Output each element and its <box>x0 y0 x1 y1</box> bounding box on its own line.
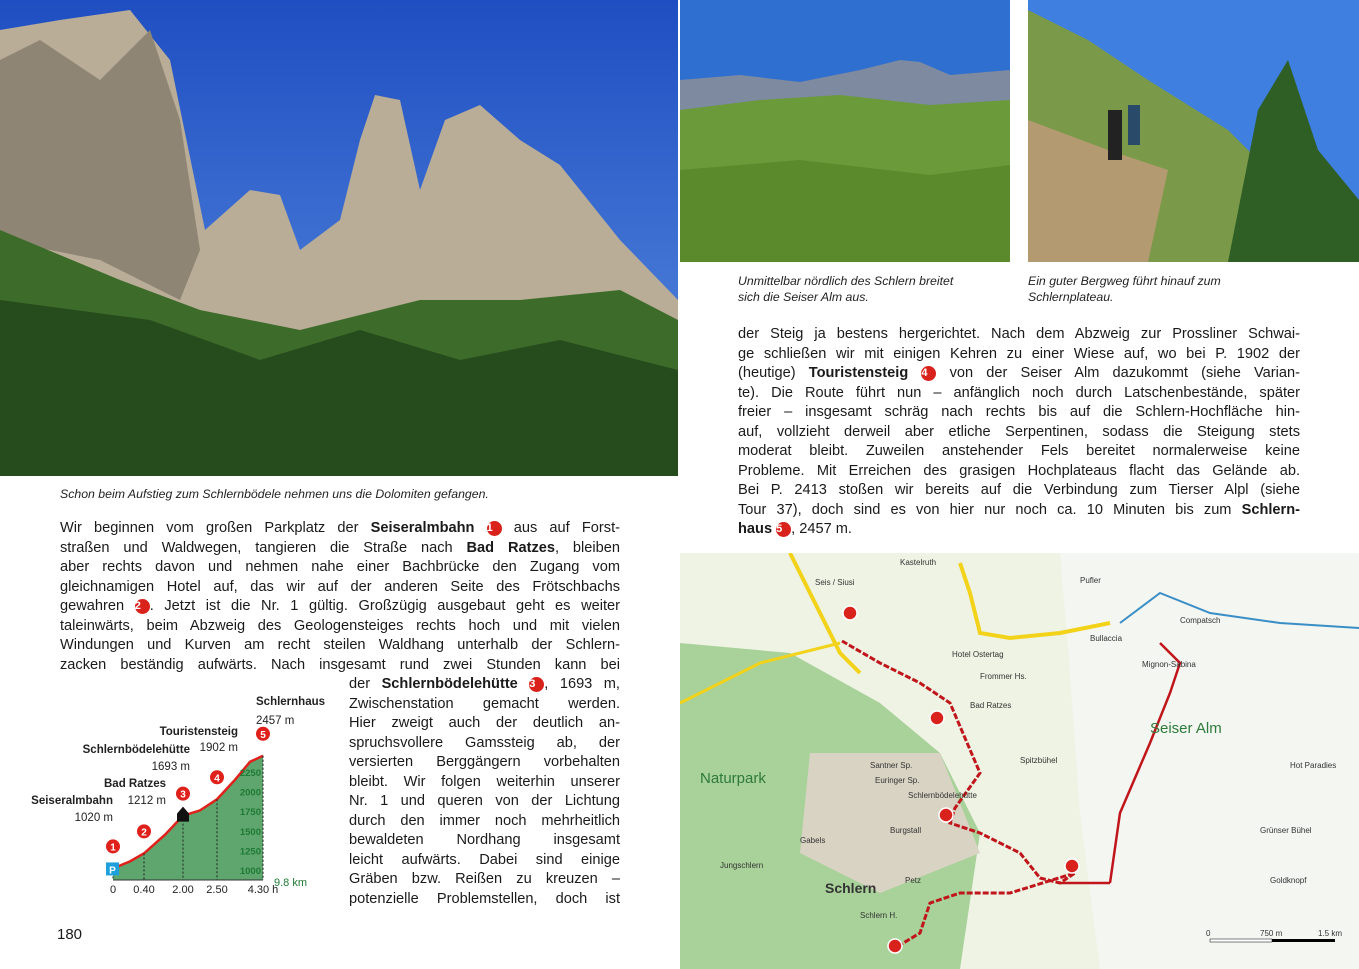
text-segment: potenzielle Problemstellen, doch ist <box>349 890 620 907</box>
text-line <box>349 812 620 832</box>
text-segment <box>474 520 486 536</box>
map-label: Grünser Bühel <box>1260 826 1312 835</box>
text-line <box>349 753 620 773</box>
waypoint-badge: 4 <box>921 366 936 381</box>
text-segment: Wir beginnen vom großen Parkplatz der <box>60 520 371 536</box>
text-line <box>738 345 1300 365</box>
waypoint-name: Seiseralmbahn <box>31 795 113 807</box>
text-segment: Hier zweigt auch der deutlich an- <box>349 715 620 731</box>
map-label: Mignon-Sabina <box>1142 660 1196 669</box>
waypoint-badge: 2 <box>135 599 150 614</box>
map-label: Burgstall <box>890 826 922 835</box>
elevation-profile <box>20 690 340 910</box>
caption-line: Unmittelbar nördlich des Schlern breitet <box>738 274 954 288</box>
map-label: Hot Paradies <box>1290 761 1337 770</box>
text-line <box>738 403 1300 423</box>
map-label: Gabels <box>800 836 826 845</box>
time-tick-label: 0.40 <box>133 884 155 896</box>
place-name: Bad Ratzes <box>466 539 555 556</box>
text-line <box>738 481 1300 501</box>
elevation-tick-label: 1750 <box>239 807 261 819</box>
map-label: Frommer Hs. <box>980 672 1027 681</box>
text-segment: Zwischenstation gemacht werden. <box>349 695 620 712</box>
waypoint-badge: 5 <box>776 522 791 537</box>
place-name: Schlernbödelehütte <box>381 676 518 692</box>
text-segment: auf, vollzieht derweil aber etliche Serpentinen, sodass die Steigung stets <box>738 423 1300 440</box>
text-segment: leicht aufwärts. Dabei sind einige <box>349 851 620 868</box>
waypoint-elevation: 1020 m <box>74 812 113 824</box>
map-label: Euringer Sp. <box>875 776 920 785</box>
text-segment: , bleiben <box>555 539 620 556</box>
text-segment: straßen und Waldwegen, tangieren die Straße nach <box>60 539 467 556</box>
waypoint-elevation: 1902 m <box>199 742 238 754</box>
map-label: Santner Sp. <box>870 761 913 770</box>
distance-label: 9.8 km <box>274 877 308 889</box>
text-line <box>60 519 620 539</box>
text-line <box>349 695 620 715</box>
waypoint-badge: 1 <box>487 521 502 536</box>
text-segment: Gräben bzw. Reißen zu kreuzen – <box>349 871 620 887</box>
place-name: haus <box>738 521 773 537</box>
main-photo-dolomites <box>0 0 678 476</box>
parking-label: P <box>109 865 116 877</box>
caption-line: Ein guter Bergweg führt hinauf zum <box>1028 274 1221 288</box>
text-line <box>738 520 1300 540</box>
map-label: Seiser Alm <box>1150 720 1222 737</box>
text-segment: zacken beständig aufwärts. Nach insgesamt rund zwei Stunden kann bei <box>60 656 620 673</box>
caption-line: Schlernplateau. <box>1028 290 1114 304</box>
text-segment: aber rechts davon und nehmen nahe einer Bachbrücke den Zugang vom <box>60 559 620 575</box>
text-line <box>349 773 620 793</box>
text-segment: gleichnamigen Hotel auf, das wir auf der anderen Seite des Frötschbachs <box>60 578 620 595</box>
waypoint-number: 4 <box>214 773 220 785</box>
seiser-alm-caption <box>738 273 953 305</box>
caption-line: sich die Seiser Alm aus. <box>738 290 869 304</box>
text-segment: durch den immer noch mehrheitlich <box>349 812 620 829</box>
text-line <box>60 539 620 559</box>
map-label: Jungschlern <box>720 861 764 870</box>
map-label: Petz <box>905 876 922 885</box>
text-segment: freier – insgesamt schräg nach rechts bis auf die Schlern-Hochfläche hin- <box>738 404 1300 420</box>
page-number: 180 <box>57 926 83 943</box>
scale-label: 750 m <box>1260 929 1283 938</box>
text-segment: taleinwärts, beim Abzweig des Geologensteiges rechts hoch und mit vielen <box>60 617 620 634</box>
elevation-tick-label: 1500 <box>239 826 261 838</box>
waypoint-name: Schlernhaus <box>256 696 326 708</box>
text-segment: der Steig ja bestens hergerichtet. Nach dem Abzweig zur Prossliner Schwai- <box>738 326 1300 342</box>
text-line <box>349 851 620 871</box>
waypoint-elevation: 1693 m <box>151 761 190 773</box>
map-label: Schlernbödelehütte <box>908 791 977 800</box>
map-label: Bad Ratzes <box>970 701 1012 710</box>
text-segment: Tour 37), doch sind es von hier nur noch ca. 10 Minuten bis zum <box>738 501 1242 518</box>
elevation-tick-label: 1250 <box>239 846 261 858</box>
waypoint-number: 3 <box>180 789 186 801</box>
text-segment: bleibt. Wir folgen weiterhin unserer <box>349 773 620 790</box>
map-label: Compatsch <box>1180 616 1221 625</box>
elevation-tick-label: 2000 <box>239 787 261 799</box>
text-line <box>738 364 1300 384</box>
text-line <box>349 831 620 851</box>
elevation-tick-label: 1000 <box>239 866 261 877</box>
photo-hikers <box>1028 0 1359 262</box>
text-segment: der <box>349 676 382 692</box>
waypoint-name: Touristensteig <box>159 726 238 738</box>
text-segment: aus auf Forst- <box>501 520 620 536</box>
text-line <box>349 734 620 754</box>
text-segment: (heutige) <box>738 365 809 381</box>
text-line <box>738 462 1300 482</box>
text-line <box>738 325 1300 345</box>
text-segment: moderat bleibt. Zuweilen anstehender Fels bereitet normalerweise keine <box>738 443 1300 459</box>
text-segment: versierten Berggängern vorbehalten <box>349 754 620 770</box>
text-line <box>738 384 1300 404</box>
place-name: Seiseralmbahn <box>370 520 475 536</box>
text-segment: . Jetzt ist die Nr. 1 gültig. Großzügig ausgebaut geht es weiter <box>149 598 620 614</box>
text-line <box>738 501 1300 521</box>
map-label: Bullaccia <box>1090 634 1123 643</box>
text-segment: spruchsvollere Gamssteig ab, der <box>349 734 620 751</box>
text-line <box>60 558 620 578</box>
map-label: Hotel Ostertag <box>952 650 1004 659</box>
map-label: Schlern <box>825 880 877 896</box>
waypoint-name: Bad Ratzes <box>104 778 166 790</box>
text-line <box>60 578 620 598</box>
time-tick-label: 4.30 h <box>247 884 279 896</box>
waypoint-elevation: 2457 m <box>256 715 295 727</box>
waypoint-badge: 3 <box>529 677 544 692</box>
main-photo-caption: Schon beim Aufstieg zum Schlernbödele nehmen uns die Dolomiten gefangen. <box>60 487 489 501</box>
waypoint-number: 2 <box>141 827 147 839</box>
text-line <box>738 442 1300 462</box>
text-segment: bewaldeten Nordhang insgesamt <box>349 832 620 848</box>
text-segment: Nr. 1 und queren von der Lichtung <box>349 793 620 809</box>
route-map <box>680 553 1359 969</box>
place-name: Schlern- <box>1241 501 1300 518</box>
waypoint-number: 5 <box>260 729 266 741</box>
text-line <box>349 675 620 695</box>
text-segment: Probleme. Mit Erreichen des grasigen Hochplateaus flacht das Gelände ab. <box>738 462 1300 479</box>
map-label: Spitzbühel <box>1020 756 1058 765</box>
elevation-tick-label: 2250 <box>239 768 261 779</box>
text-segment: Windungen und Kurven am recht steilen Waldhang unterhalb der Schlern- <box>60 637 620 653</box>
waypoint-name: Schlernbödelehütte <box>82 744 190 756</box>
text-segment: , 2457 m. <box>791 521 852 537</box>
text-line <box>60 617 620 637</box>
scale-label: 1.5 km <box>1318 929 1343 938</box>
map-label: Naturpark <box>700 770 766 787</box>
place-name: Touristensteig <box>808 365 909 381</box>
text-segment: te). Die Route führt nun – anfänglich noch durch Latschenbestände, später <box>738 384 1300 401</box>
waypoint-number: 1 <box>110 842 116 854</box>
time-tick-label: 2.50 <box>206 884 228 896</box>
time-tick-label: 0 <box>109 884 117 896</box>
map-label: Kastelruth <box>900 558 937 567</box>
hikers-caption <box>1028 273 1221 305</box>
text-segment <box>908 365 921 381</box>
map-label: Goldknopf <box>1270 876 1307 885</box>
scale-label: 0 <box>1206 929 1211 938</box>
text-line <box>349 870 620 890</box>
text-line <box>60 636 620 656</box>
text-segment: von der Seiser Alm dazukommt (siehe Varian- <box>936 365 1300 381</box>
text-segment: ge schließen wir mit einigen Kehren zu einer Wiese auf, wo bei P. 1902 der <box>738 345 1300 362</box>
text-line <box>60 656 620 676</box>
text-line <box>349 890 620 910</box>
map-label: Pufler <box>1080 576 1101 585</box>
text-line <box>349 792 620 812</box>
text-line <box>738 423 1300 443</box>
map-label: Schlern H. <box>860 911 898 920</box>
waypoint-elevation: 1212 m <box>127 795 166 807</box>
text-segment: Bei P. 2413 stoßen wir bereits auf die Verbindung zum Tierser Alpl (siehe <box>738 482 1300 498</box>
text-segment: , 1693 m, <box>544 676 620 692</box>
text-segment <box>518 676 529 692</box>
hut-icon <box>177 807 189 822</box>
time-tick-label: 2.00 <box>172 884 194 896</box>
text-line <box>349 714 620 734</box>
photo-seiser-alm <box>680 0 1010 262</box>
map-label: Seis / Siusi <box>815 578 855 587</box>
text-line <box>60 597 620 617</box>
text-segment: gewahren <box>60 598 135 614</box>
